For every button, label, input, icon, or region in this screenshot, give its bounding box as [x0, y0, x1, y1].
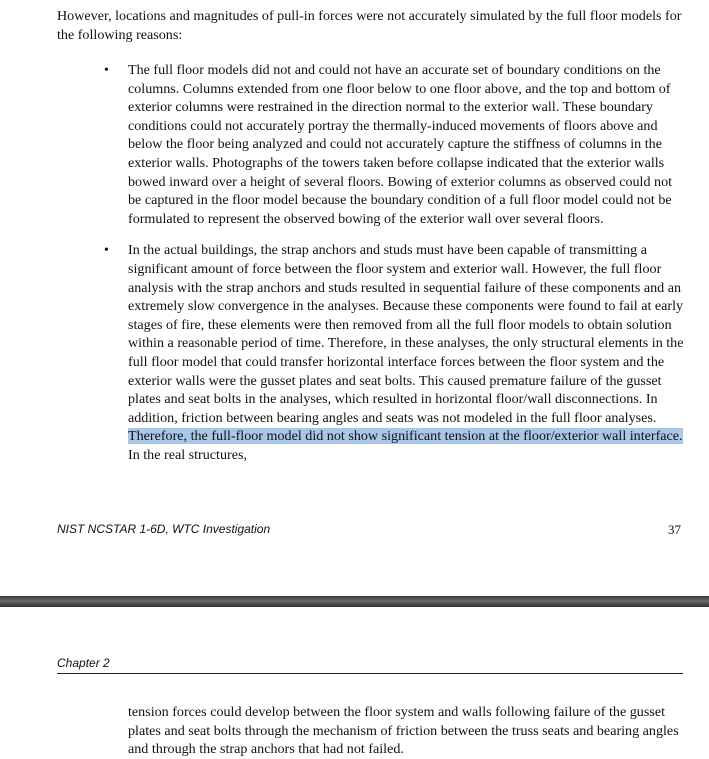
bullet-text-part: In the real structures,: [128, 446, 247, 463]
bullet-text[interactable]: The full floor models did not and could not have an accurate set of boundary conditions on the columns. Columns extended from one floor below to one floor above, and the top and bottom of exterior columns were restrained in the direction normal to the exterior wall. These boundary conditions could not accurately portray the thermally-induced movements of floors above and below the floor being analyzed and could not accurately capture the stiffness of columns in the exterior walls. Photographs of the towers taken before collapse indicated that the exterior walls bowed inward over a height of several floors. Bowing of exterior columns as observed could not be captured in the floor model because the boundary condition of a full floor model could not be formulated to represent the observed bowing of the exterior wall over several floors.: [128, 62, 673, 227]
bullet-icon: •: [104, 243, 109, 259]
page-footer-title: NIST NCSTAR 1-6D, WTC Investigation: [57, 522, 271, 536]
page-number: 37: [668, 522, 681, 537]
page-separator: [0, 596, 709, 607]
bullet-text-part: In the actual buildings, the strap anchors and studs must have been capable of transmitting a significant amount of force between the floor system and exterior wall. However, the full floor analysis with the strap anchors and studs resulted in sequential failure of these components and an extremely slow convergence in the analyses. Because these components were found to fail at early stages of fire, these elements were then removed from all the full floor models to obtain solution within a reasonable period of time. Therefore, in these analyses, the only structural elements in the full floor model that could transfer horizontal interface forces between the floor system and the exterior walls were the gusset plates and seat bolts. This caused premature failure of the gusset plates and seat bolts in the analyses, which resulted in horizontal floor/wall disconnections. In addition, friction between bearing angles and seats was not modeled in the full floor analyses.: [128, 242, 684, 426]
bullet-text[interactable]: [128, 241, 684, 464]
bullet-item-strap-anchors: [0, 241, 684, 464]
chapter-header: Chapter 2: [57, 656, 110, 670]
bullet-list: [0, 61, 684, 477]
header-divider: [57, 673, 683, 674]
document-page-38: [0, 607, 709, 757]
bullet-icon: •: [104, 63, 109, 78]
selected-text-highlight[interactable]: Therefore, the full-floor model did not show significant tension at the floor/exterior wall interface.: [128, 428, 683, 445]
intro-paragraph: However, locations and magnitudes of pull-in forces were not accurately simulated by the full floor models for the following reasons:: [57, 8, 682, 43]
bullet-item-boundary-conditions: [0, 61, 684, 228]
continued-paragraph[interactable]: tension forces could develop between the floor system and walls following failure of the gusset plates and seat bolts through the mechanism of friction between the truss seats and bearing angles and through the strap anchors that had not failed.: [128, 704, 679, 758]
